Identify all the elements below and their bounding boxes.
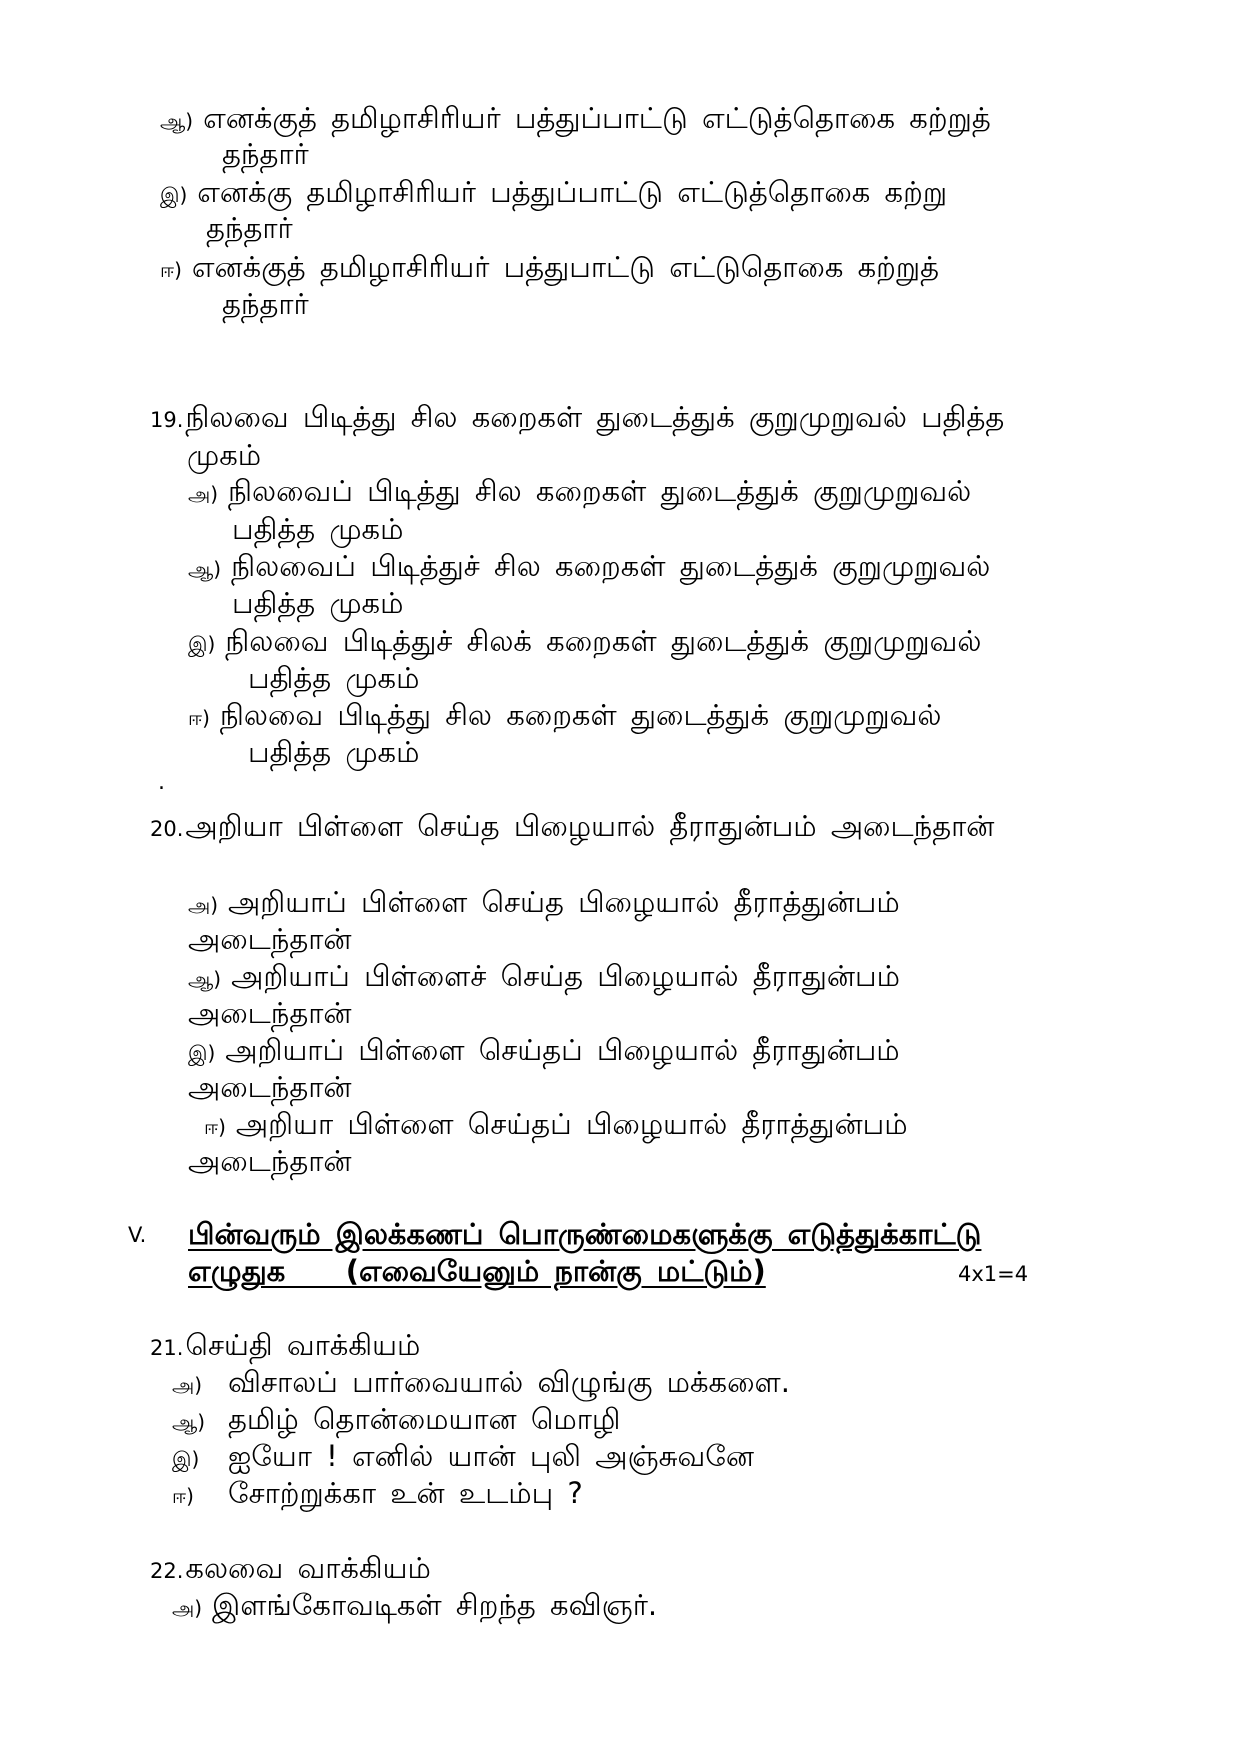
- question-19: 19.நிலவை பிடித்து சில கறைகள் துடைத்துக் குறுமுறுவல் பதித்த: [150, 400, 1005, 434]
- q19-option-i-line2: பதித்த முகம்: [248, 661, 420, 695]
- section-heading-line2: எழுதுக (எவையேனும் நான்கு மட்டும்): [188, 1254, 766, 1288]
- q19-option-aa: ஆ) நிலவைப் பிடித்துச் சில கறைகள் துடைத்துக் குறுமுறுவல்: [188, 549, 991, 583]
- section-marks: 4x1=4: [958, 1262, 1029, 1286]
- option-ii-line1: ஈ) எனக்குத் தமிழாசிரியர் பத்துபாட்டு எட்டுதொகை கற்றுத்: [160, 250, 940, 284]
- option-marker: அ): [188, 893, 219, 917]
- q19-option-ii: ஈ) நிலவை பிடித்து சில கறைகள் துடைத்துக் குறுமுறுவல்: [188, 698, 942, 732]
- q19-option-a: அ) நிலவைப் பிடித்து சில கறைகள் துடைத்துக் குறுமுறுவல்: [188, 474, 972, 508]
- q20-option-aa: ஆ) அறியாப் பிள்ளைச் செய்த பிழையால் தீராதுன்பம்: [188, 959, 900, 993]
- option-marker: ஈ): [160, 258, 182, 282]
- option-marker: இ): [160, 183, 188, 207]
- question-number: 20.: [150, 817, 184, 841]
- option-marker: ஆ): [188, 557, 222, 581]
- q20-option-ii-line2: அடைந்தான்: [188, 1144, 352, 1178]
- option-marker: ஈ): [172, 1484, 194, 1508]
- q21-option-i: இ) ஐயோ ! எனில் யான் புலி அஞ்சுவனே: [172, 1439, 755, 1473]
- q19-option-aa-line2: பதித்த முகம்: [232, 586, 404, 620]
- option-marker: ஆ): [188, 967, 222, 991]
- q20-option-i-line2: அடைந்தான்: [188, 1070, 352, 1104]
- q21-option-ii: ஈ) சோற்றுக்கா உன் உடம்பு ?: [172, 1476, 583, 1510]
- option-marker: ஈ): [188, 706, 210, 730]
- section-heading-line1: பின்வரும் இலக்கணப் பொருண்மைகளுக்கு எடுத்துக்காட்டு: [188, 1217, 982, 1251]
- option-marker: அ): [172, 1373, 203, 1397]
- stray-dot: .: [158, 770, 165, 795]
- option-marker: அ): [188, 482, 219, 506]
- question-number: 22.: [150, 1559, 184, 1583]
- question-20: 20.அறியா பிள்ளை செய்த பிழையால் தீராதுன்பம் அடைந்தான்: [150, 809, 995, 843]
- q20-option-ii: ஈ) அறியா பிள்ளை செய்தப் பிழையால் தீராத்துன்பம்: [204, 1107, 908, 1141]
- question-21: 21.செய்தி வாக்கியம்: [150, 1328, 421, 1362]
- option-marker: இ): [188, 632, 216, 656]
- option-marker: ஆ): [172, 1410, 206, 1434]
- option-i-line2: தந்தார்: [206, 211, 293, 245]
- option-i-line1: இ) எனக்கு தமிழாசிரியர் பத்துப்பாட்டு எட்டுத்தொகை கற்று: [160, 175, 948, 209]
- option-marker: இ): [188, 1041, 216, 1065]
- question-22: 22.கலவை வாக்கியம்: [150, 1551, 431, 1585]
- q22-option-a: அ) இளங்கோவடிகள் சிறந்த கவிஞர்.: [172, 1588, 658, 1622]
- q20-option-a-line2: அடைந்தான்: [188, 922, 352, 956]
- q19-option-ii-line2: பதித்த முகம்: [248, 735, 420, 769]
- question-number: 21.: [150, 1336, 184, 1360]
- q21-option-aa: ஆ) தமிழ் தொன்மையான மொழி: [172, 1402, 621, 1436]
- q21-option-a: அ) விசாலப் பார்வையால் விழுங்கு மக்களை.: [172, 1365, 790, 1399]
- q20-option-aa-line2: அடைந்தான்: [188, 996, 352, 1030]
- q19-option-i: இ) நிலவை பிடித்துச் சிலக் கறைகள் துடைத்துக் குறுமுறுவல்: [188, 624, 982, 658]
- option-marker: ஈ): [204, 1115, 226, 1139]
- option-a2-line2: தந்தார்: [222, 137, 309, 171]
- option-marker: இ): [172, 1447, 200, 1471]
- question-number: 19.: [150, 408, 184, 432]
- option-marker: அ): [172, 1596, 203, 1620]
- section-numeral: V.: [128, 1223, 147, 1247]
- option-ii-line2: தந்தார்: [222, 287, 309, 321]
- option-marker: ஆ): [160, 109, 194, 133]
- q20-option-i: இ) அறியாப் பிள்ளை செய்தப் பிழையால் தீராதுன்பம்: [188, 1033, 900, 1067]
- q19-option-a-line2: பதித்த முகம்: [232, 512, 404, 546]
- question-19-line2: முகம்: [187, 438, 262, 472]
- option-a2-line1: ஆ) எனக்குத் தமிழாசிரியர் பத்துப்பாட்டு எட்டுத்தொகை கற்றுத்: [160, 101, 991, 135]
- q20-option-a: அ) அறியாப் பிள்ளை செய்த பிழையால் தீராத்துன்பம்: [188, 885, 900, 919]
